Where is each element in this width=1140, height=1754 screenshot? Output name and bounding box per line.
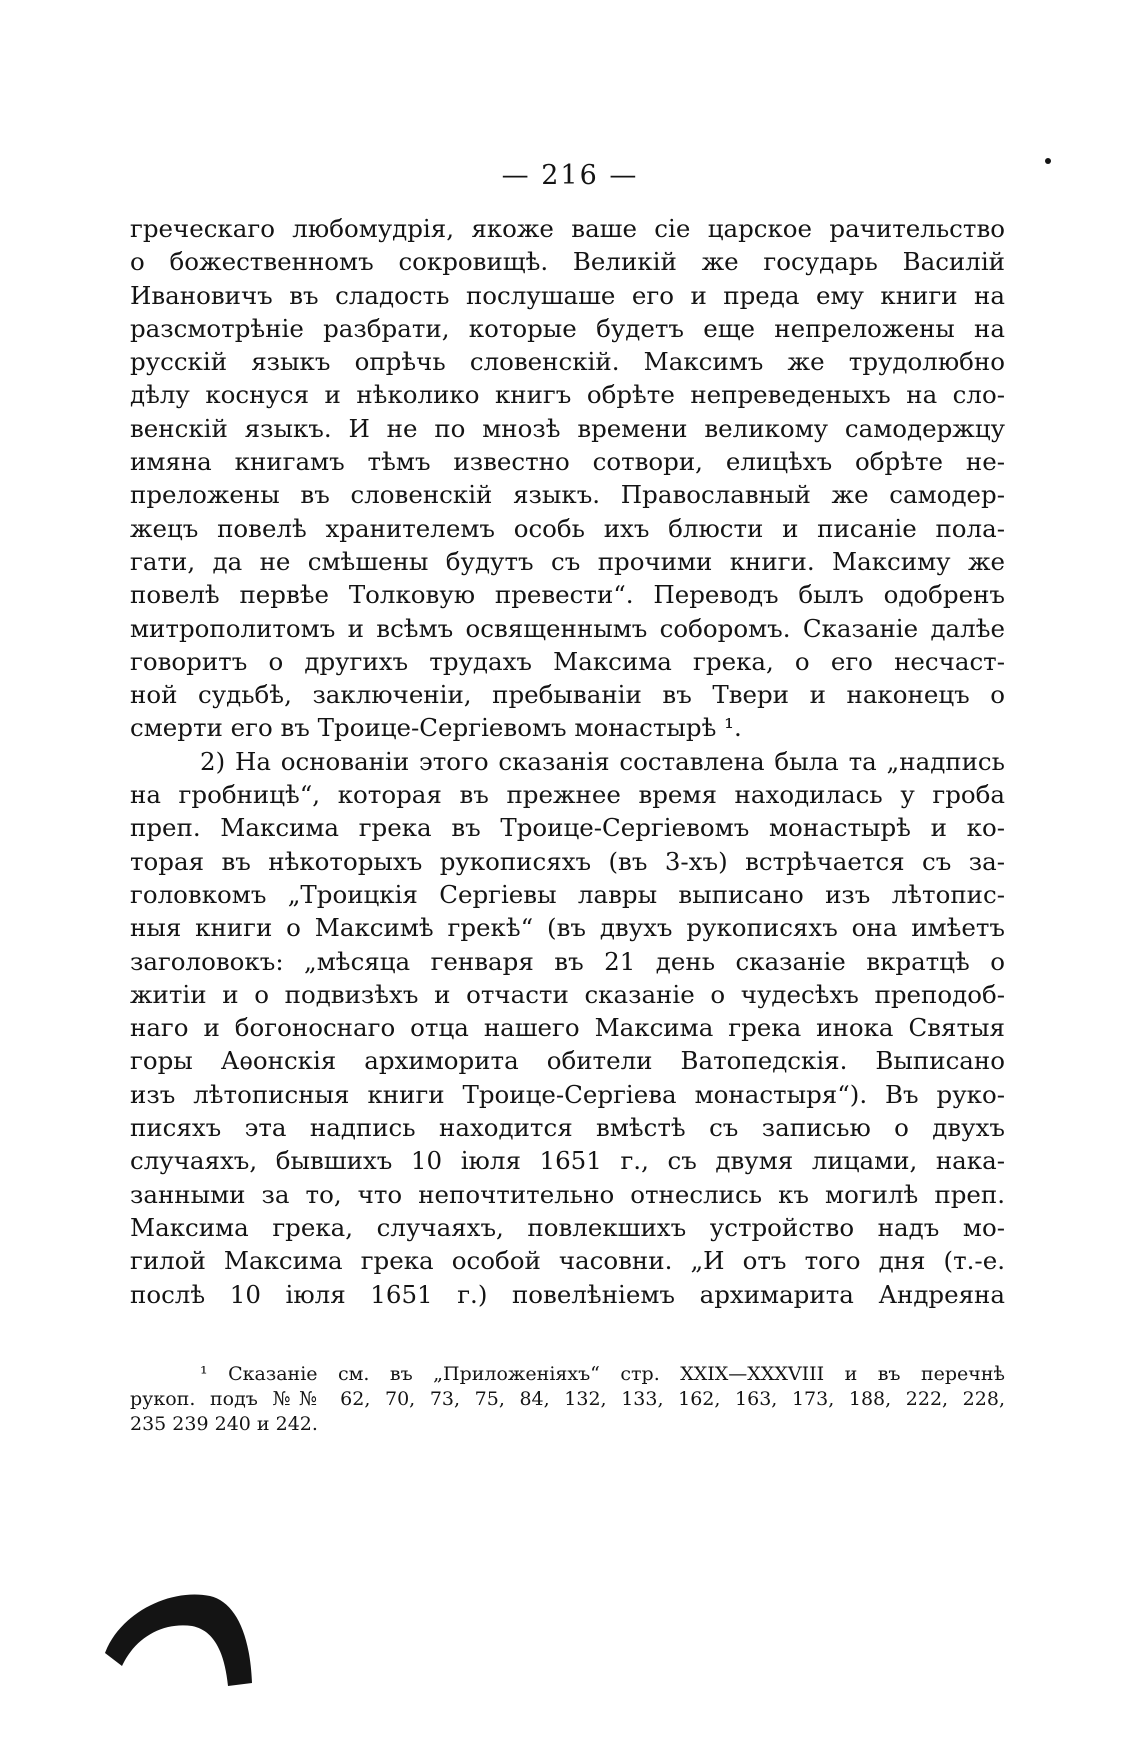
body-line: случаяхъ, бывшихъ 10 іюля 1651 г., съ двумя лицами, нака- — [130, 1146, 1005, 1176]
body-line: преложены въ словенскій языкъ. Православный же самодер- — [130, 480, 1005, 510]
body-line: гати, да не смѣшены будутъ съ прочими книги. Максиму же — [130, 546, 1005, 576]
body-line: разсмотрѣніе разбрати, которые будетъ еще непреложены на — [130, 313, 1005, 343]
body-line: дѣлу коснуся и нѣколико книгъ обрѣте непреведеныхъ на сло- — [130, 380, 1005, 410]
body-line: ныя книги о Максимѣ грекѣ“ (въ двухъ рукописяхъ она имѣетъ — [130, 913, 1005, 943]
body-line: занными за то, что непочтительно отнеслись къ могилѣ преп. — [130, 1179, 1005, 1209]
body-line: смерти его въ Троице-Сергіевомъ монастырѣ ¹. — [130, 713, 742, 743]
footnote — [130, 1362, 1005, 1437]
ink-smudge — [100, 1578, 260, 1688]
body-line: русскій языкъ опрѣчь словенскій. Максимъ же трудолюбно — [130, 347, 1005, 377]
page-number: — 216 — — [501, 160, 639, 191]
footnote-line: 235 239 240 и 242. — [130, 1413, 318, 1435]
body-line: ной судьбѣ, заключеніи, пребываніи въ Твери и наконецъ о — [130, 680, 1005, 710]
ink-dot — [1045, 158, 1051, 164]
body-line: имяна книгамъ тѣмъ известно сотвори, елицѣхъ обрѣте не- — [130, 447, 1005, 477]
body-text — [130, 212, 1005, 1311]
body-line: писяхъ эта надпись находится вмѣстѣ съ записью о двухъ — [130, 1113, 1005, 1143]
body-line: наго и богоноснаго отца нашего Максима грека инока Святыя — [130, 1013, 1005, 1043]
body-line: изъ лѣтописныя книги Троице-Сергіева монастыря“). Въ руко- — [130, 1079, 1005, 1109]
body-line: Ивановичъ въ сладость послушаше его и преда ему книги на — [130, 280, 1005, 310]
body-line: о божественномъ сокровищѣ. Великій же государь Василій — [130, 247, 1005, 277]
body-line: греческаго любомудрія, якоже ваше сіе царское рачительство — [130, 214, 1005, 243]
body-line: говоритъ о другихъ трудахъ Максима грека, о его несчаст- — [130, 646, 1005, 676]
body-line: Максима грека, случаяхъ, повлекшихъ устройство надъ мо- — [130, 1212, 1005, 1242]
body-line: головкомъ „Троицкія Сергіевы лавры выписано изъ лѣтопис- — [130, 879, 1005, 909]
body-line: на гробницѣ“, которая въ прежнее время находилась у гроба — [130, 780, 1005, 810]
body-line: заголовокъ: „мѣсяца генваря въ 21 день сказаніе вкратцѣ о — [130, 946, 1005, 976]
body-line: 2) На основаніи этого сказанія составлена была та „надпись — [200, 746, 1005, 776]
body-line: преп. Максима грека въ Троице-Сергіевомъ монастырѣ и ко- — [130, 813, 1005, 843]
body-line: гилой Максима грека особой часовни. „И отъ того дня (т.-е. — [130, 1246, 1005, 1276]
body-line: митрополитомъ и всѣмъ освященнымъ соборомъ. Сказаніе далѣе — [130, 613, 1005, 643]
body-line: жецъ повелѣ хранителемъ особь ихъ блюсти и писаніе пола- — [130, 513, 1005, 543]
body-line: торая въ нѣкоторыхъ рукописяхъ (въ 3-хъ) встрѣчается съ за- — [130, 846, 1005, 876]
body-line: венскій языкъ. И не по мнозѣ времени великому самодержцу — [130, 413, 1005, 443]
body-line: житіи и о подвизѣхъ и отчасти сказаніе о чудесѣхъ преподоб- — [130, 979, 1005, 1009]
footnote-line: рукоп. подъ №№ 62, 70, 73, 75, 84, 132, 133, 162, 163, 173, 188, 222, 228, — [130, 1388, 1005, 1410]
body-line: повелѣ первѣе Толковую превести“. Переводъ былъ одобренъ — [130, 580, 1005, 610]
body-line: послѣ 10 іюля 1651 г.) повелѣніемъ архимарита Андреяна — [130, 1279, 1005, 1309]
footnote-line: ¹ Сказаніе см. въ „Приложеніяхъ“ стр. XXIX—XXXVIII и въ перечнѣ — [200, 1363, 1005, 1385]
body-line: горы Аѳонскія архиморита обители Ватопедскія. Выписано — [130, 1046, 1005, 1076]
